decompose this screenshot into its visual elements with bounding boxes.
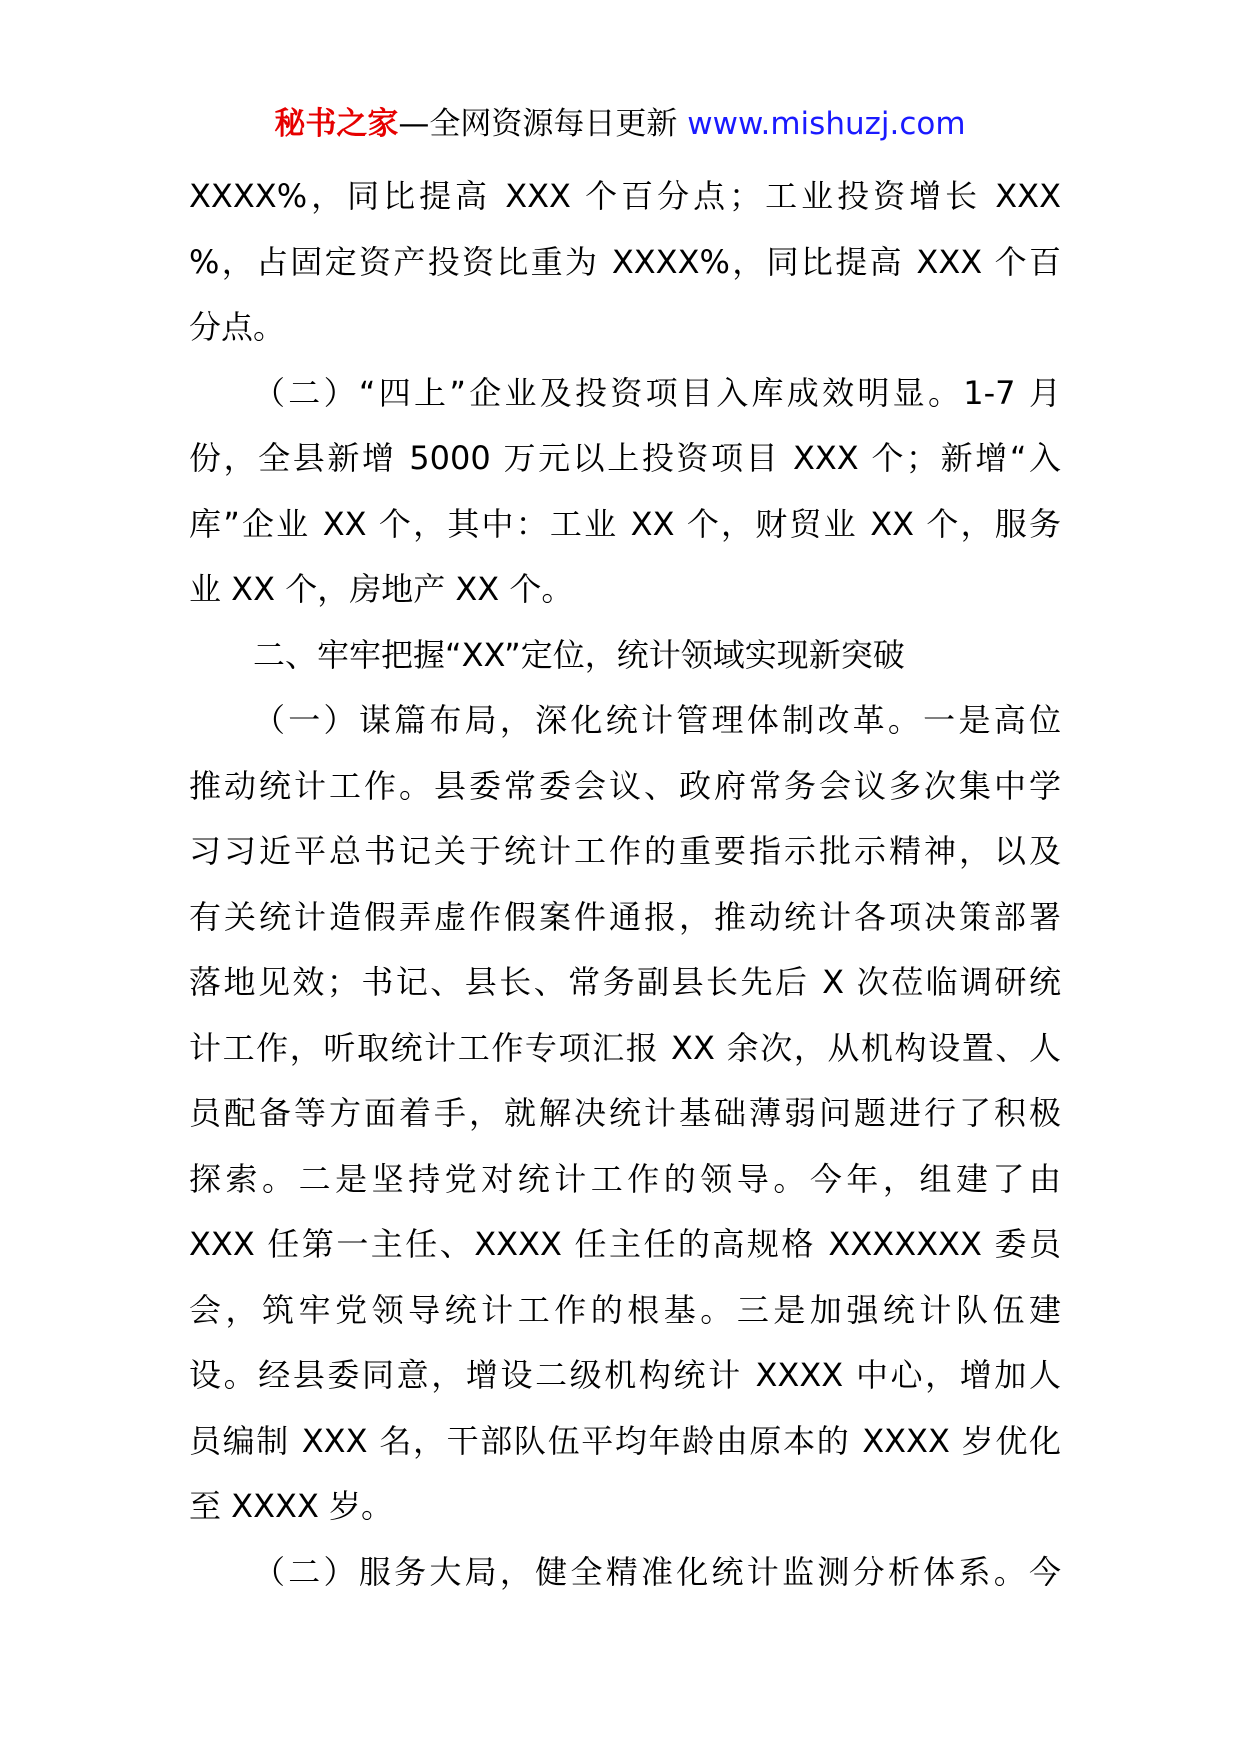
text-line: （一）谋篇布局，深化统计管理体制改革。一是高位 [253,701,1061,739]
text-line: 计工作，听取统计工作专项汇报 XX 余次，从机构设置、人 [189,1028,1061,1067]
text-line: 习习近平总书记关于统计工作的重要指示批示精神，以及 [189,832,1061,870]
text-line: XXX 任第一主任、XXXX 任主任的高规格 XXXXXXX 委员 [189,1225,1061,1263]
text-line: 会，筑牢党领导统计工作的根基。三是加强统计队伍建 [189,1290,1061,1329]
text-line: 落地见效；书记、县长、常务副县长先后 X 次莅临调研统 [189,963,1061,1001]
text-line: （二）“四上”企业及投资项目入库成效明显。1-7 月 [253,373,1061,412]
text-line: 库”企业 XX 个，其中：工业 XX 个，财贸业 XX 个，服务 [189,504,1061,543]
text-line: 员配备等方面着手，就解决统计基础薄弱问题进行了积极 [189,1094,1061,1132]
site-tagline: —全网资源每日更新 [398,106,678,142]
section-heading: 二、牢牢把握“XX”定位，统计领域实现新突破 [253,635,905,674]
text-line: 份，全县新增 5000 万元以上投资项目 XXX 个；新增“入 [189,439,1061,477]
text-line: 员编制 XXX 名，干部队伍平均年龄由原本的 XXXX 岁优化 [189,1421,1061,1460]
text-line: 至 XXXX 岁。 [189,1487,394,1525]
page-header [0,100,1240,148]
site-brand: 秘书之家 [274,106,399,142]
text-line: 探索。二是坚持党对统计工作的领导。今年，组建了由 [189,1159,1061,1198]
text-line: XXXX%，同比提高 XXX 个百分点；工业投资增长 XXX [189,177,1061,215]
text-line: 设。经县委同意，增设二级机构统计 XXXX 中心，增加人 [189,1356,1061,1394]
text-line: 有关统计造假弄虚作假案件通报，推动统计各项决策部署 [189,897,1061,936]
text-line: 推动统计工作。县委常委会议、政府常务会议多次集中学 [189,766,1061,805]
site-url-link[interactable]: www.mishuzj.com [687,106,966,142]
text-line: （二）服务大局，健全精准化统计监测分析体系。今 [253,1552,1061,1591]
text-line: 分点。 [189,308,286,346]
text-line: %，占固定资产投资比重为 XXXX%，同比提高 XXX 个百 [189,242,1061,281]
text-line: 业 XX 个，房地产 XX 个。 [189,570,574,608]
document-body [189,164,1061,1605]
